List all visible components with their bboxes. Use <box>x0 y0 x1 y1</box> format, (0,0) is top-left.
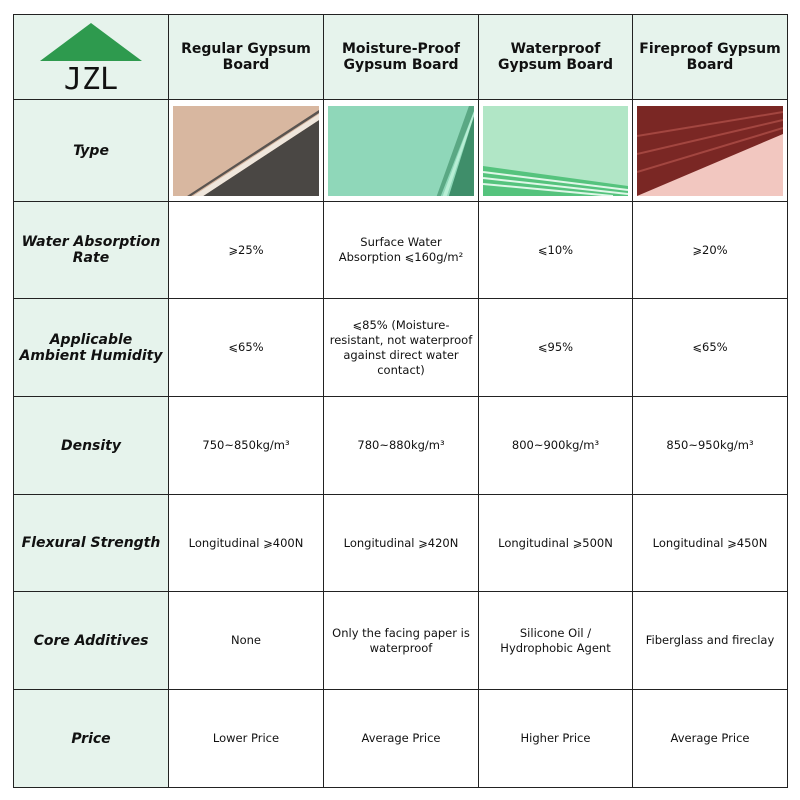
row-header-core-additives: Core Additives <box>14 592 169 690</box>
cell-ambient-humidity-waterproof: ⩽95% <box>479 299 633 397</box>
cell-density-moisture-proof: 780~880kg/m³ <box>324 397 479 495</box>
row-header-type: Type <box>14 100 169 202</box>
cell-price-moisture-proof: Average Price <box>324 690 479 788</box>
cell-core-additives-fireproof: Fiberglass and fireclay <box>633 592 788 690</box>
cell-core-additives-waterproof: Silicone Oil / Hydrophobic Agent <box>479 592 633 690</box>
logo-cell <box>14 15 169 100</box>
row-ambient-humidity <box>14 299 788 397</box>
row-header-ambient-humidity: Applicable Ambient Humidity <box>14 299 169 397</box>
column-header-moisture-proof: Moisture-Proof Gypsum Board <box>324 15 479 100</box>
cell-density-waterproof: 800~900kg/m³ <box>479 397 633 495</box>
waterproof-board-image <box>483 106 628 196</box>
cell-price-fireproof: Average Price <box>633 690 788 788</box>
column-header-fireproof: Fireproof Gypsum Board <box>633 15 788 100</box>
row-density <box>14 397 788 495</box>
cell-flexural-strength-moisture-proof: Longitudinal ⩾420N <box>324 495 479 592</box>
cell-density-fireproof: 850~950kg/m³ <box>633 397 788 495</box>
cell-ambient-humidity-moisture-proof: ⩽85% (Moisture-resistant, not waterproof against direct water contact) <box>324 299 479 397</box>
fireproof-board-image-cell <box>633 100 788 202</box>
cell-ambient-humidity-fireproof: ⩽65% <box>633 299 788 397</box>
moisture-proof-board-image-cell <box>324 100 479 202</box>
cell-water-absorption-waterproof: ⩽10% <box>479 202 633 299</box>
row-header-water-absorption: Water Absorption Rate <box>14 202 169 299</box>
regular-board-image <box>173 106 319 196</box>
row-price <box>14 690 788 788</box>
cell-water-absorption-regular: ⩾25% <box>169 202 324 299</box>
waterproof-board-image-cell <box>479 100 633 202</box>
column-header-regular: Regular Gypsum Board <box>169 15 324 100</box>
cell-ambient-humidity-regular: ⩽65% <box>169 299 324 397</box>
row-water-absorption <box>14 202 788 299</box>
cell-core-additives-regular: None <box>169 592 324 690</box>
moisture-proof-board-image <box>328 106 474 196</box>
cell-flexural-strength-regular: Longitudinal ⩾400N <box>169 495 324 592</box>
logo-text: JZL <box>63 62 119 93</box>
cell-flexural-strength-fireproof: Longitudinal ⩾450N <box>633 495 788 592</box>
cell-water-absorption-fireproof: ⩾20% <box>633 202 788 299</box>
row-flexural-strength <box>14 495 788 592</box>
cell-price-waterproof: Higher Price <box>479 690 633 788</box>
row-header-flexural-strength: Flexural Strength <box>14 495 169 592</box>
column-header-waterproof: Waterproof Gypsum Board <box>479 15 633 100</box>
cell-price-regular: Lower Price <box>169 690 324 788</box>
cell-core-additives-moisture-proof: Only the facing paper is waterproof <box>324 592 479 690</box>
cell-flexural-strength-waterproof: Longitudinal ⩾500N <box>479 495 633 592</box>
row-header-price: Price <box>14 690 169 788</box>
header-row <box>14 15 788 100</box>
type-row <box>14 100 788 202</box>
row-header-density: Density <box>14 397 169 495</box>
row-core-additives <box>14 592 788 690</box>
fireproof-board-image <box>637 106 783 196</box>
jzl-logo-icon <box>36 21 146 93</box>
regular-board-image-cell <box>169 100 324 202</box>
cell-water-absorption-moisture-proof: Surface Water Absorption ⩽160g/m² <box>324 202 479 299</box>
comparison-table <box>13 14 788 788</box>
cell-density-regular: 750~850kg/m³ <box>169 397 324 495</box>
